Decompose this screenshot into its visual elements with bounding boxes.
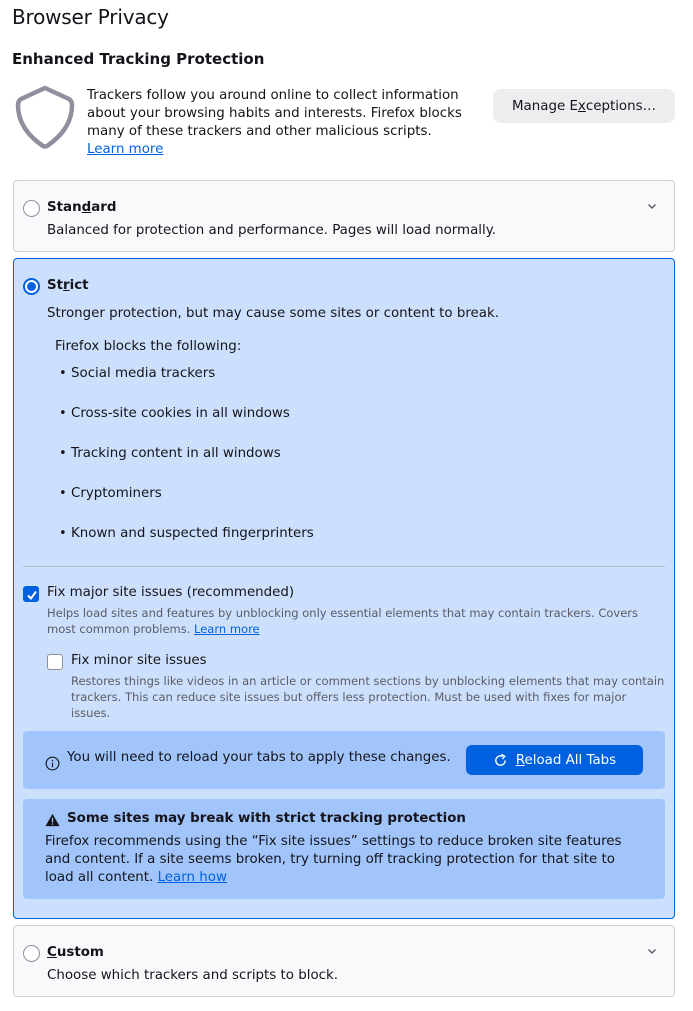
- list-item: • Social media trackers: [59, 366, 216, 381]
- fix-major-description: Helps load sites and features by unblocking only essential elements that may contain trackers. Covers most common problems. Learn more: [47, 606, 639, 636]
- page-title: Browser Privacy: [12, 5, 169, 29]
- warning-title: Some sites may break with strict tracking protection: [67, 811, 466, 826]
- intro-text: Trackers follow you around online to collect information about your browsing habits and interests. Firefox blocks many of these trackers and other malicious scripts.: [87, 88, 462, 139]
- section-title: Enhanced Tracking Protection: [12, 50, 265, 68]
- blocks-intro: Firefox blocks the following:: [55, 339, 242, 354]
- button-label: Reload All Tabs: [515, 752, 617, 768]
- standard-label: Standard: [47, 200, 117, 215]
- fix-major-checkbox[interactable]: [23, 586, 39, 602]
- option-strict[interactable]: [13, 258, 675, 919]
- list-item: • Cryptominers: [59, 486, 162, 501]
- fix-major-label: Fix major site issues (recommended): [47, 585, 295, 600]
- chevron-down-icon[interactable]: [647, 946, 657, 956]
- strict-warning: [23, 799, 665, 899]
- manage-exceptions-button[interactable]: [493, 89, 675, 123]
- warning-icon: [45, 813, 60, 827]
- button-label: Manage E: [512, 98, 578, 114]
- custom-radio[interactable]: [23, 945, 40, 962]
- tracking-intro: [87, 87, 477, 159]
- reload-notice: [23, 731, 665, 789]
- strict-radio[interactable]: [23, 278, 40, 295]
- reload-icon: [493, 753, 508, 768]
- strict-label: Strict: [47, 278, 89, 293]
- reload-all-tabs-button[interactable]: [466, 745, 643, 775]
- list-item: • Known and suspected fingerprinters: [59, 526, 314, 541]
- accesskey: x: [577, 98, 586, 114]
- custom-description: Choose which trackers and scripts to block.: [47, 968, 339, 983]
- warning-body: Firefox recommends using the “Fix site issues” settings to reduce broken site features and content. If a site seems broken, try turning off tracking protection for that site to load all content. Learn how: [45, 834, 622, 885]
- list-item: • Cross-site cookies in all windows: [59, 406, 290, 421]
- fix-minor-label: Fix minor site issues: [71, 653, 207, 668]
- checkmark-icon: [26, 589, 38, 601]
- option-custom[interactable]: [13, 925, 675, 997]
- standard-radio[interactable]: [23, 200, 40, 217]
- standard-description: Balanced for protection and performance. Pages will load normally.: [47, 223, 497, 238]
- custom-label: Custom: [47, 945, 104, 960]
- strict-description: Stronger protection, but may cause some sites or content to break.: [47, 306, 499, 321]
- shield-icon: [15, 85, 75, 149]
- info-icon: [45, 756, 60, 771]
- fix-minor-description: Restores things like videos in an article or comment sections by unblocking elements that may contain trackers. This can reduce site issues but offers less protection. Must be used with fixes for major issues.: [71, 674, 665, 720]
- chevron-down-icon[interactable]: [647, 201, 657, 211]
- option-standard[interactable]: [13, 180, 675, 252]
- blocked-list: [59, 366, 314, 566]
- learn-how-link[interactable]: Learn how: [157, 870, 227, 885]
- list-item: • Tracking content in all windows: [59, 446, 281, 461]
- learn-more-link[interactable]: Learn more: [87, 142, 164, 157]
- button-label: ceptions…: [585, 98, 656, 114]
- reload-message: You will need to reload your tabs to apply these changes.: [67, 750, 451, 765]
- fix-minor-checkbox[interactable]: [47, 654, 63, 670]
- fix-major-learn-more-link[interactable]: Learn more: [194, 622, 260, 636]
- divider: [23, 566, 665, 567]
